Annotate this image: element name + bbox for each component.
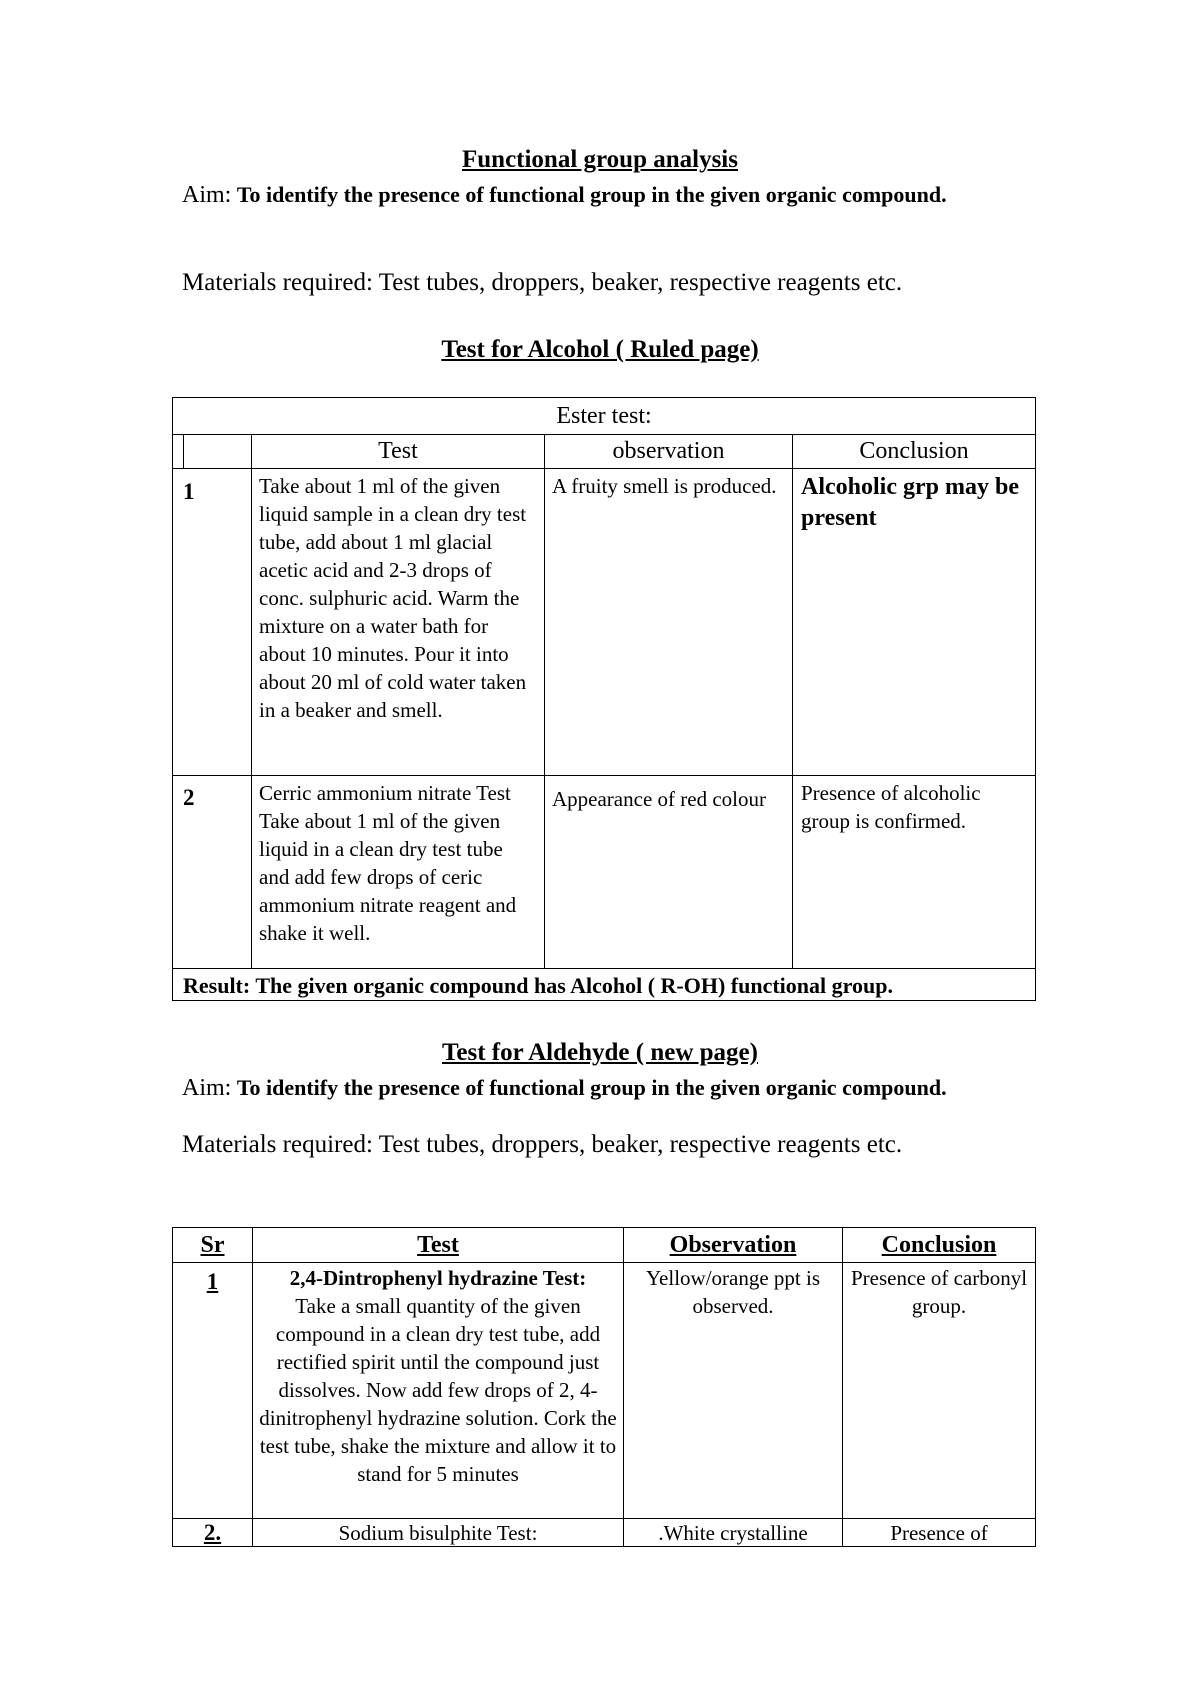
conclusion-text: Presence of carbonyl group. xyxy=(850,1266,1028,1318)
alcohol-section-title: Test for Alcohol ( Ruled page) xyxy=(441,336,759,363)
test-name: Cerric ammonium nitrate Test xyxy=(259,781,511,805)
column-divider xyxy=(183,434,184,468)
page-title: Functional group analysis xyxy=(461,146,738,173)
observation-text: A fruity smell is produced. xyxy=(552,474,777,498)
column-header-test: Test xyxy=(378,438,418,464)
conclusion-text: Presence of xyxy=(890,1521,988,1545)
row-number: 1 xyxy=(206,1269,219,1294)
column-header-test: Test xyxy=(417,1232,459,1258)
test-name: 2,4-Dintrophenyl hydrazine Test: xyxy=(289,1266,587,1290)
aim-paragraph xyxy=(182,181,962,209)
column-divider xyxy=(251,434,252,968)
column-divider xyxy=(623,1228,624,1547)
aim-paragraph xyxy=(182,1074,962,1102)
aldehyde-test-table xyxy=(172,1227,1036,1547)
test-procedure: Take about 1 ml of the given liquid sample in a clean dry test tube, add about 1 ml glacial acetic acid and 2-3 drops of conc. sulphuric acid. Warm the mixture on a water bath for about 10 minutes. Pour it into about 20 ml of cold water taken in a beaker and smell. xyxy=(259,474,527,722)
column-header-observation: observation xyxy=(612,438,725,464)
aim-text: To identify the presence of functional group in the given organic compound. xyxy=(236,1075,947,1100)
alcohol-test-table xyxy=(172,397,1036,1001)
test-steps: Take about 1 ml of the given liquid in a clean dry test tube and add few drops of ceric ammonium nitrate reagent and shake it well. xyxy=(259,809,517,945)
row-number: 2. xyxy=(203,1520,222,1545)
column-header-conclusion: Conclusion xyxy=(881,1232,997,1258)
materials-required: Materials required: Test tubes, droppers, beaker, respective reagents etc. xyxy=(182,1131,903,1158)
column-divider xyxy=(792,434,793,968)
aim-text: To identify the presence of functional group in the given organic compound. xyxy=(236,182,947,207)
row-divider xyxy=(173,775,1035,776)
observation-text: Appearance of red colour xyxy=(552,787,766,811)
observation-text: Yellow/orange ppt is observed. xyxy=(645,1266,821,1318)
test-steps: Take a small quantity of the given compound in a clean dry test tube, add rectified spirit until the compound just dissolves. Now add few drops of 2, 4-dinitrophenyl hydrazine solution. Cork the test tube, shake the mixture and allow it to stand for 5 minutes xyxy=(259,1294,617,1486)
conclusion-text: Presence of alcoholic group is confirmed. xyxy=(801,781,981,833)
aim-label: Aim: xyxy=(182,182,232,208)
test-procedure xyxy=(259,779,529,947)
row-number: 1 xyxy=(183,479,195,504)
column-header-observation: Observation xyxy=(669,1232,797,1258)
result-statement: Result: The given organic compound has Alcohol ( R-OH) functional group. xyxy=(183,973,893,998)
conclusion-text: Alcoholic grp may be present xyxy=(801,474,1019,531)
test-name: Sodium bisulphite Test: xyxy=(338,1521,538,1545)
column-divider xyxy=(842,1228,843,1547)
aldehyde-section-title: Test for Aldehyde ( new page) xyxy=(442,1039,758,1066)
table-caption: Ester test: xyxy=(173,398,1035,435)
observation-text: .White crystalline xyxy=(658,1521,808,1545)
column-divider xyxy=(252,1228,253,1547)
header-divider xyxy=(173,468,1035,469)
aim-label: Aim: xyxy=(182,1075,232,1101)
materials-required: Materials required: Test tubes, droppers, beaker, respective reagents etc. xyxy=(182,269,903,296)
row-divider xyxy=(173,968,1035,969)
header-divider xyxy=(173,1262,1035,1263)
column-header-conclusion: Conclusion xyxy=(859,438,969,464)
column-divider xyxy=(544,434,545,968)
column-header-sr: Sr xyxy=(200,1232,225,1258)
row-number: 2 xyxy=(183,785,195,810)
test-procedure xyxy=(259,1264,617,1488)
